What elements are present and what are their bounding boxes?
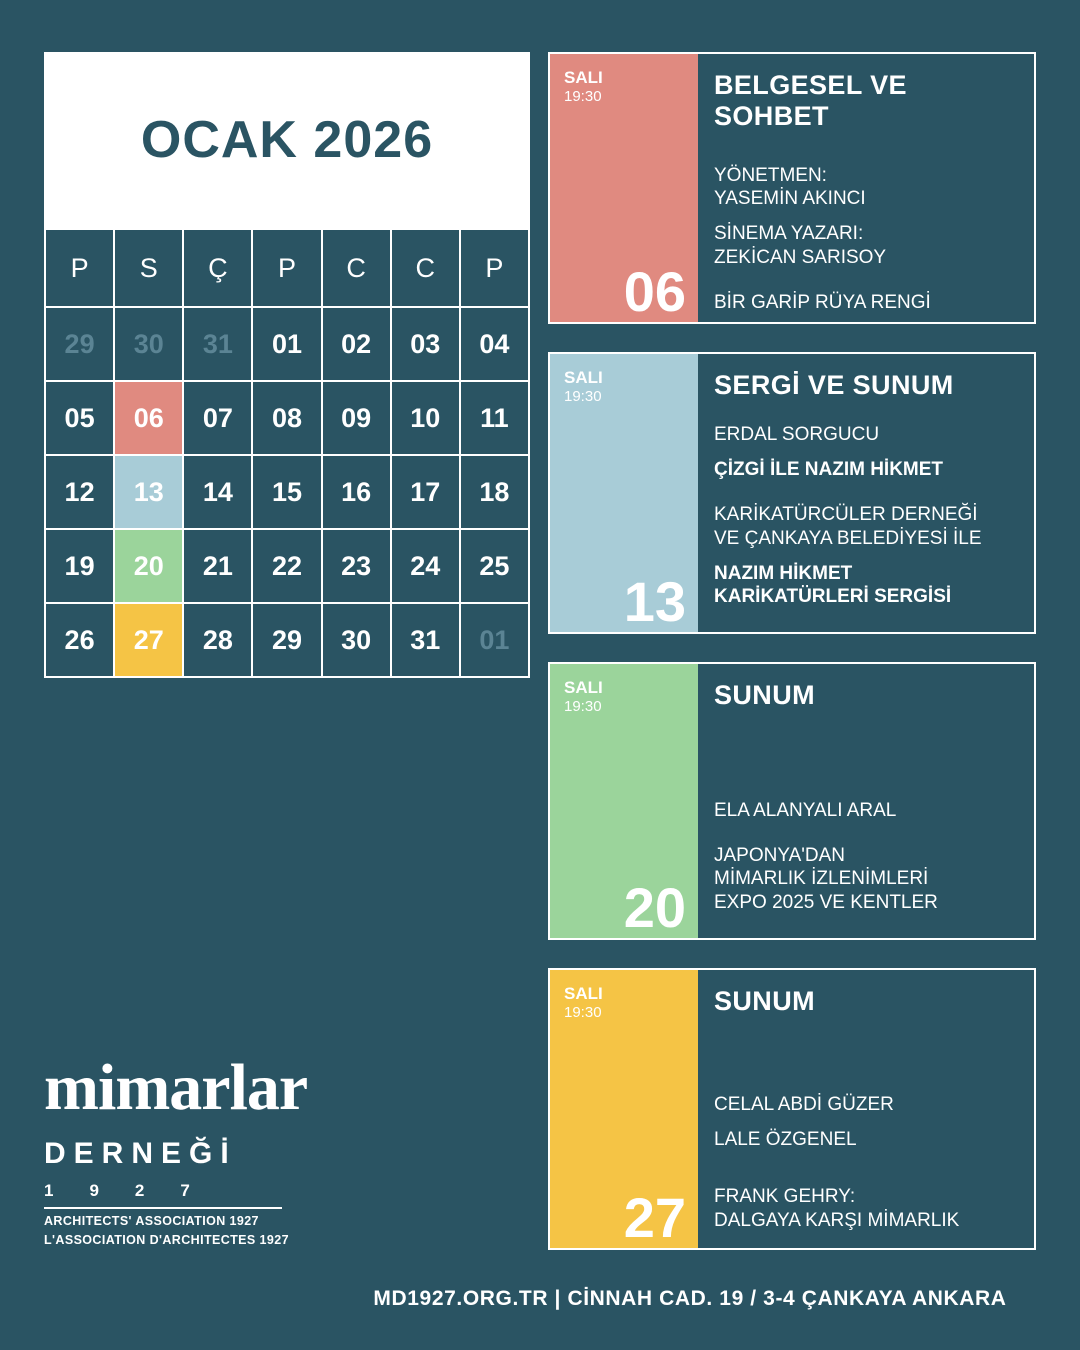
calendar-day-cell[interactable]: 25 [461, 530, 530, 604]
event-card-13[interactable] [548, 352, 1036, 634]
event-weekday: SALI [564, 678, 603, 697]
calendar-day-cell[interactable]: 02 [323, 308, 392, 382]
page-title: OCAK 2026 [140, 111, 434, 169]
event-line: ZEKİCAN SARISOY [714, 246, 887, 268]
calendar-day-cell[interactable]: 16 [323, 456, 392, 530]
logo-divider [44, 1207, 282, 1209]
event-line: LALE ÖZGENEL [714, 1129, 857, 1151]
event-line: SİNEMA YAZARI: [714, 223, 864, 245]
event-time: 19:30 [564, 697, 602, 715]
calendar-weekday-header: P [46, 230, 115, 308]
event-line: ELA ALANYALI ARAL [714, 800, 897, 821]
event-time: 19:30 [564, 1003, 602, 1021]
calendar-day-cell[interactable]: 28 [184, 604, 253, 678]
event-time: 19:30 [564, 387, 602, 405]
event-line: ÇİZGİ İLE NAZIM HİKMET [714, 459, 944, 481]
event-line: ERDAL SORGUCU [714, 424, 880, 445]
logo-subtitle: DERNEĞİ [44, 1137, 237, 1170]
event-time: 19:30 [564, 87, 602, 105]
event-line: VE ÇANKAYA BELEDİYESİ İLE [714, 527, 982, 549]
event-card-27[interactable] [548, 968, 1036, 1250]
calendar [44, 52, 530, 678]
calendar-day-cell[interactable]: 31 [184, 308, 253, 382]
event-details [698, 970, 1034, 1248]
event-title: SUNUM [714, 986, 815, 1016]
event-line: CELAL ABDİ GÜZER [714, 1094, 894, 1115]
calendar-weekday-header: C [392, 230, 461, 308]
event-day-number: 27 [623, 1186, 686, 1249]
calendar-day-cell[interactable]: 05 [46, 382, 115, 456]
calendar-day-cell[interactable]: 21 [184, 530, 253, 604]
logo-year: 1927 [44, 1181, 226, 1200]
event-line: NAZIM HİKMET [714, 562, 853, 584]
logo-english-name: ARCHITECTS' ASSOCIATION 1927 [44, 1214, 259, 1228]
event-day-number: 20 [623, 876, 686, 939]
event-line: MİMARLIK İZLENİMLERİ [714, 868, 929, 890]
calendar-day-cell[interactable]: 15 [253, 456, 322, 530]
calendar-day-cell[interactable]: 09 [323, 382, 392, 456]
event-date-block [550, 354, 698, 632]
event-line: YÖNETMEN: [714, 165, 827, 186]
calendar-day-cell[interactable]: 18 [461, 456, 530, 530]
calendar-day-cell[interactable]: 01 [461, 604, 530, 678]
calendar-weekday-header: P [461, 230, 530, 308]
calendar-day-cell[interactable]: 24 [392, 530, 461, 604]
event-line: DALGAYA KARŞI MİMARLIK [714, 1209, 960, 1231]
calendar-day-cell[interactable]: 03 [392, 308, 461, 382]
event-weekday: SALI [564, 368, 603, 387]
calendar-day-cell[interactable]: 17 [392, 456, 461, 530]
calendar-day-cell[interactable]: 29 [46, 308, 115, 382]
event-line: FRANK GEHRY: [714, 1186, 856, 1208]
calendar-day-cell[interactable]: 10 [392, 382, 461, 456]
event-details [698, 54, 1034, 322]
event-card-06[interactable] [548, 52, 1036, 324]
calendar-day-cell[interactable]: 07 [184, 382, 253, 456]
calendar-day-cell[interactable]: 29 [253, 604, 322, 678]
calendar-day-cell[interactable]: 11 [461, 382, 530, 456]
calendar-day-cell[interactable]: 23 [323, 530, 392, 604]
event-list [548, 52, 1036, 1278]
event-card-20[interactable] [548, 662, 1036, 940]
calendar-day-cell[interactable]: 27 [115, 604, 184, 678]
event-title: BELGESEL VE SOHBET [714, 70, 907, 131]
calendar-day-cell[interactable]: 30 [115, 308, 184, 382]
event-weekday: SALI [564, 984, 603, 1003]
calendar-header [44, 52, 530, 228]
event-line: KARİKATÜRCÜLER DERNEĞİ [714, 504, 978, 526]
event-date-block [550, 970, 698, 1248]
event-line: JAPONYA'DAN [714, 845, 846, 867]
event-weekday: SALI [564, 68, 603, 87]
calendar-day-cell[interactable]: 14 [184, 456, 253, 530]
calendar-day-cell[interactable]: 22 [253, 530, 322, 604]
logo-french-name: L'ASSOCIATION D'ARCHITECTES 1927 [44, 1233, 289, 1247]
event-line: EXPO 2025 VE KENTLER [714, 891, 938, 913]
calendar-day-cell[interactable]: 20 [115, 530, 184, 604]
event-line: YASEMİN AKINCI [714, 188, 866, 210]
calendar-day-cell[interactable]: 30 [323, 604, 392, 678]
calendar-weekday-header: P [253, 230, 322, 308]
logo [44, 1051, 324, 1247]
calendar-day-cell[interactable]: 31 [392, 604, 461, 678]
calendar-day-cell[interactable]: 19 [46, 530, 115, 604]
event-line: BİR GARİP RÜYA RENGİ [714, 291, 931, 313]
calendar-grid [44, 228, 530, 678]
calendar-day-cell[interactable]: 08 [253, 382, 322, 456]
event-date-block [550, 54, 698, 322]
calendar-day-cell[interactable]: 01 [253, 308, 322, 382]
calendar-day-cell[interactable]: 12 [46, 456, 115, 530]
calendar-weekday-header: S [115, 230, 184, 308]
calendar-weekday-header: C [323, 230, 392, 308]
calendar-day-cell[interactable]: 06 [115, 382, 184, 456]
event-day-number: 13 [623, 570, 686, 633]
event-title: SUNUM [714, 680, 815, 710]
event-date-block [550, 664, 698, 938]
event-day-number: 06 [623, 260, 686, 323]
event-details [698, 664, 1034, 938]
calendar-weekday-header: Ç [184, 230, 253, 308]
event-line: KARİKATÜRLERİ SERGİSİ [714, 585, 952, 607]
calendar-day-cell[interactable]: 26 [46, 604, 115, 678]
calendar-day-cell[interactable]: 13 [115, 456, 184, 530]
event-details [698, 354, 1034, 632]
logo-wordmark: mimarlar [44, 1051, 308, 1124]
footer-contact: MD1927.ORG.TR | CİNNAH CAD. 19 / 3-4 ÇANKAYA ANKARA [373, 1287, 1007, 1310]
calendar-day-cell[interactable]: 04 [461, 308, 530, 382]
event-title: SERGİ VE SUNUM [714, 370, 954, 400]
